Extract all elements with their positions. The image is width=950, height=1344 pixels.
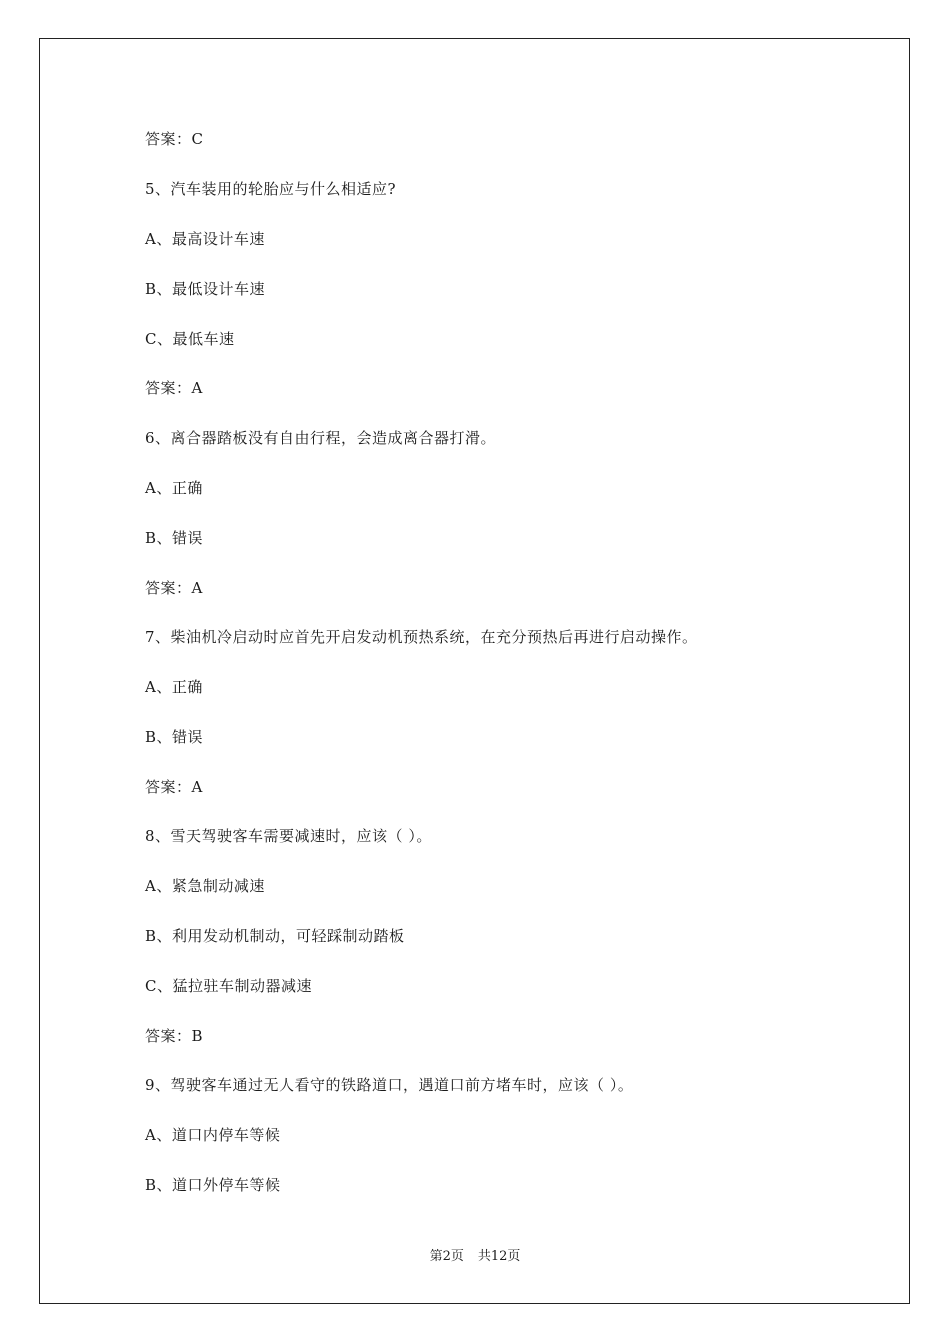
option-a: A、正确 (145, 479, 203, 497)
answer-line: 答案：A (145, 379, 203, 397)
question-8: 8、雪天驾驶客车需要减速时，应该（ ）。 (145, 827, 432, 845)
answer-line: 答案：A (145, 778, 203, 796)
option-a: A、道口内停车等候 (145, 1126, 281, 1144)
option-a: A、紧急制动减速 (145, 877, 265, 895)
option-b: B、错误 (145, 728, 204, 746)
option-b: B、最低设计车速 (145, 280, 266, 298)
page-number: 第2页 (429, 1249, 464, 1264)
page-border (39, 38, 910, 1304)
answer-line: 答案：C (145, 130, 204, 148)
option-c: C、最低车速 (145, 330, 235, 348)
page-total: 共12页 (477, 1249, 521, 1264)
option-b: B、错误 (145, 529, 204, 547)
page-footer (0, 1248, 950, 1266)
question-9: 9、驾驶客车通过无人看守的铁路道口，遇道口前方堵车时，应该（ ）。 (145, 1076, 634, 1094)
question-6: 6、离合器踏板没有自由行程，会造成离合器打滑。 (145, 429, 497, 447)
option-c: C、猛拉驻车制动器减速 (145, 977, 312, 995)
answer-line: 答案：B (145, 1027, 204, 1045)
question-5: 5、汽车装用的轮胎应与什么相适应? (145, 180, 397, 198)
option-a: A、正确 (145, 678, 203, 696)
option-b: B、道口外停车等候 (145, 1176, 281, 1194)
option-a: A、最高设计车速 (145, 230, 265, 248)
question-7: 7、柴油机冷启动时应首先开启发动机预热系统，在充分预热后再进行启动操作。 (145, 628, 698, 646)
answer-line: 答案：A (145, 579, 203, 597)
option-b: B、利用发动机制动，可轻踩制动踏板 (145, 927, 405, 945)
